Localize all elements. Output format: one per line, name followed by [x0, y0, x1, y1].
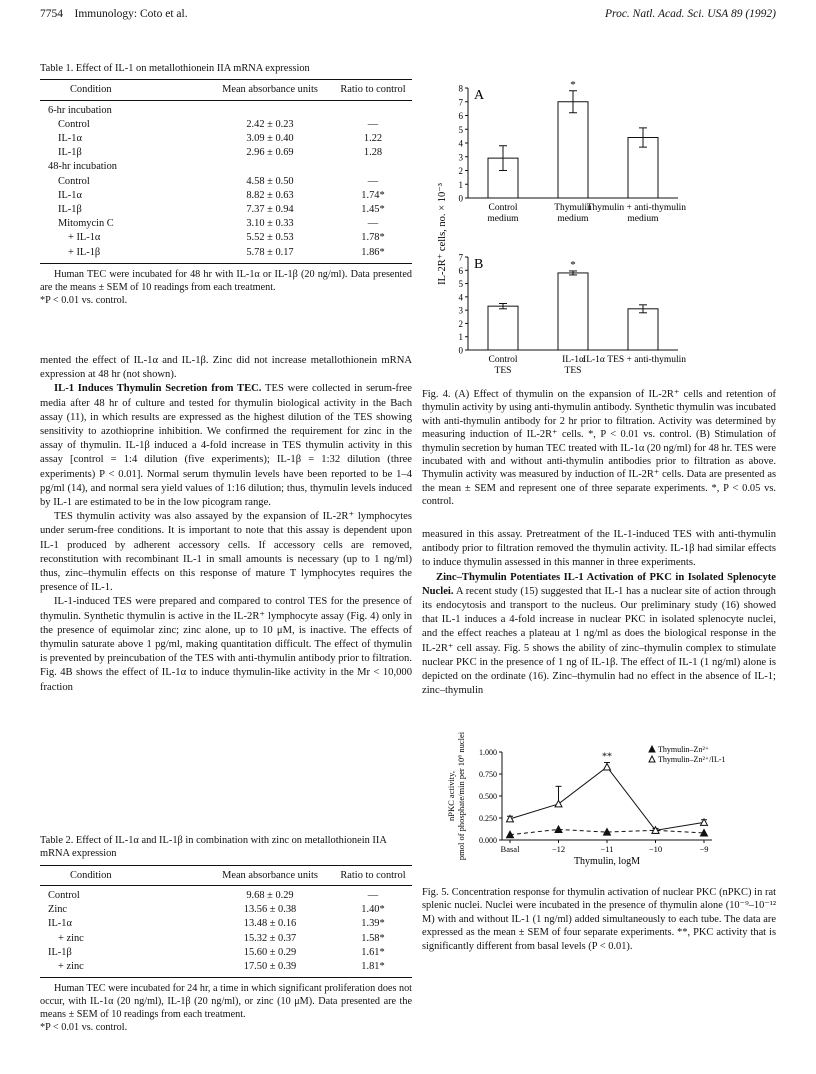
significance-marker: * — [570, 258, 576, 271]
table-row — [40, 917, 412, 931]
table-cell-mean: 3.10 ± 0.33 — [246, 218, 294, 230]
table2-body — [40, 886, 412, 978]
y-tick-label: 4 — [458, 292, 463, 303]
table-cell-mean: 3.09 ± 0.40 — [246, 133, 294, 145]
table1 — [40, 79, 412, 263]
table-cell-ratio — [334, 160, 412, 174]
journal-citation: Proc. Natl. Acad. Sci. USA 89 (1992) — [605, 8, 776, 20]
y-tick-label: 6 — [458, 111, 463, 121]
table-cell-mean: 9.68 ± 0.29 — [246, 890, 294, 902]
page-number: 7754 — [40, 8, 63, 20]
table-row — [40, 903, 412, 917]
bar — [558, 273, 588, 350]
bar — [558, 102, 588, 198]
table-cell-condition: + zinc — [58, 961, 84, 973]
table-cell-condition: 6-hr incubation — [48, 104, 112, 116]
table-row — [40, 100, 412, 118]
figure-4-caption: Fig. 4. (A) Effect of thymulin on the expansion of IL-2R⁺ cells and retention of thymulin activity by using anti-thymulin antibody. Synthetic thymulin was incubated with anti-thymulin antibody for 2 hr prior to filtration. Activity was determined by measuring induction of IL-2R⁺ cells. *, P < 0.01 vs. control. (B) Stimulation of thymulin secretion by human TEC treated with IL-1α (20 ng/ml) for 48 hr. TES were incubated with and without anti-thymulin antibodies prior to filtration as above. Thymulin activity was measured by induction of IL-2R⁺ cells. Data are presented as the mean ± SEM and represent one of three separate experiments. *, P < 0.05 vs. control. — [422, 389, 776, 508]
table-cell-ratio: — — [367, 218, 379, 230]
category-label: medium — [557, 214, 589, 224]
figure-5 — [440, 730, 776, 882]
section-heading: Zinc–Thymulin Potentiates IL-1 Activation of PKC in Isolated Splenocyte Nuclei. — [422, 571, 776, 597]
table-row — [40, 960, 412, 978]
y-axis-label-line: pmol of phosphate/min per 10⁶ nuclei — [456, 731, 466, 861]
y-tick-label: 1 — [458, 179, 463, 190]
category-label: TES — [494, 366, 512, 376]
table-cell-ratio: 1.86* — [361, 246, 385, 258]
y-tick-label: 7 — [458, 252, 463, 263]
table-cell-mean: 2.42 ± 0.23 — [246, 118, 294, 130]
table2-title: Table 2. Effect of IL-1α and IL-1β in combination with zinc on metallothionein IIA mRNA expression — [40, 835, 387, 860]
table-cell-mean — [206, 100, 334, 118]
table-cell-condition: + zinc — [58, 932, 84, 944]
table-cell-ratio — [334, 100, 412, 118]
table-cell-ratio: 1.81* — [361, 961, 385, 973]
table-cell-mean: 4.58 ± 0.50 — [246, 175, 294, 187]
table-cell-condition: Zinc — [48, 904, 68, 916]
y-tick-label: 6 — [458, 265, 463, 276]
figure-4-ylabel: IL-2R⁺ cells, no. × 10⁻³ — [437, 183, 448, 285]
y-tick-label: 5 — [458, 124, 463, 135]
legend-label: Thymulin–Zn²⁺ — [658, 745, 710, 754]
table-cell-ratio: 1.74* — [361, 189, 385, 201]
table-row — [40, 203, 412, 217]
legend-marker — [649, 756, 655, 762]
table-cell-ratio: 1.40* — [361, 904, 385, 916]
data-point — [604, 763, 611, 770]
table2-block — [40, 834, 412, 1034]
category-label: medium — [627, 214, 659, 224]
table1-footnote: Human TEC were incubated for 48 hr with IL-1α or IL-1β (20 ng/ml). Data presented are the means ± SEM of 10 readings from each treatment. — [40, 268, 412, 293]
series-line — [510, 767, 704, 830]
category-label: Control — [488, 355, 518, 365]
table-row — [40, 160, 412, 174]
bar — [628, 309, 658, 350]
y-tick-label: 0.750 — [479, 770, 497, 779]
paragraph — [422, 571, 776, 699]
left-body-text — [40, 354, 412, 695]
paragraph-text: A recent study (15) suggested that IL-1 has a nuclear site of action through its endocytosis and transport to the nucleus. Our preliminary study (16) showed that IL-1 induces a 4-fold increase in nuclear PKC in isolated splenocyte nuclei, and the effect reaches a plateau at 1 ng/ml as does the biological response in the IL-2R⁺ cell assay. Fig. 5 shows the ability of zinc–thymulin complex to stimulate nuclear PKC in the presence of 1 ng of IL-1β. The effect of IL-1 (1 ng/ml) alone is depicted on the ordinate (16). Zinc–thymulin had no effect in the absence of IL-1; zinc–thymulin — [422, 585, 776, 697]
table-cell-condition: IL-1α — [48, 918, 72, 930]
table-row — [40, 132, 412, 146]
table-cell-condition: IL-1α — [58, 189, 82, 201]
panel-label: A — [474, 88, 485, 103]
category-label: Thymulin + anti-thymulin — [586, 203, 686, 213]
section-heading: IL-1 Induces Thymulin Secretion from TEC. — [54, 383, 262, 395]
y-tick-label: 8 — [458, 83, 463, 94]
table-row — [40, 231, 412, 245]
significance-marker: ** — [602, 751, 612, 763]
paragraph — [40, 382, 412, 510]
y-tick-label: 2 — [458, 318, 463, 329]
table1-title: Table 1. Effect of IL-1 on metallothionein IIA mRNA expression — [40, 63, 310, 74]
y-tick-label: 0.250 — [479, 814, 497, 823]
table-cell-ratio: — — [367, 890, 379, 902]
paragraph: mented the effect of IL-1α and IL-1β. Zinc did not increase metallothionein mRNA expression at 48 hr (not shown). — [40, 355, 412, 381]
x-tick-label: −10 — [648, 844, 663, 854]
y-tick-label: 0 — [458, 193, 463, 204]
category-label: Thymulin — [554, 203, 592, 213]
table2-col-ratio: Ratio to control — [340, 869, 406, 881]
table-cell-ratio: 1.22 — [363, 133, 383, 145]
table-cell-ratio: 1.58* — [361, 932, 385, 944]
table-cell-condition: + IL-1β — [68, 246, 101, 258]
table-cell-ratio: — — [367, 175, 379, 187]
paragraph: TES thymulin activity was also assayed by the expansion of IL-2R⁺ lymphocytes under serum-free conditions. It is important to note that this assay is dependent upon IL-1 produced by adherent accessory cells. If accessory cells are removed, reconstitution with recombinant IL-1 in small amounts is necessary (up to 1 ng/ml) thus, zinc–thymulin effects on this response of mature T lymphocytes requires the presence of IL-1. — [40, 511, 412, 594]
figure-5-plot — [446, 731, 726, 867]
table-cell-condition: + IL-1α — [68, 232, 101, 244]
table-row — [40, 118, 412, 132]
x-tick-label: Basal — [500, 844, 520, 854]
paragraph-text: TES were collected in serum-free media after 48 hr of culture and tested for thymulin biological activity in the Bach assay (11), in which results are expressed as the highest dilution of the TES showing sensitivity to azothioprine inhibition. We confirmed the requirement for zinc in the assay of thymulin. IL-1β induced a 4-fold increase in TES thymulin activity in this assay [control = 1:4 dilution (five experiments); IL-1β = 1:32 dilution (three experiments) P < 0.01]. Normal serum thymulin levels have been reported to be 1–4 pg/ml (14), and normal sera yield values of 1:16 dilution; thus, thymulin levels induced by IL-1 are estimated to be in the low picogram range. — [40, 383, 412, 509]
table-cell-mean: 15.32 ± 0.37 — [243, 932, 297, 944]
table2 — [40, 865, 412, 978]
y-tick-label: 1.000 — [479, 748, 497, 757]
table-cell-condition: Control — [58, 175, 90, 187]
y-tick-label: 3 — [458, 152, 463, 163]
table-row — [40, 175, 412, 189]
table-cell-condition: Mitomycin C — [58, 218, 114, 230]
table-cell-ratio: — — [367, 118, 379, 130]
table1-body — [40, 100, 412, 263]
table1-col-ratio: Ratio to control — [340, 84, 406, 96]
y-tick-label: 2 — [458, 166, 463, 176]
table-cell-ratio: 1.61* — [361, 946, 385, 958]
table1-block — [40, 62, 412, 307]
table2-col-mean: Mean absorbance units — [222, 869, 318, 881]
paragraph: measured in this assay. Pretreatment of the IL-1-induced TES with anti-thymulin antibody prior to filtration removed the thymulin activity. IL-1β had similar effects to induce thymulin assessed in this manner in three experiments. — [422, 529, 776, 569]
table2-col-condition: Condition — [70, 869, 112, 881]
section-title: Immunology: Coto et al. — [74, 8, 188, 20]
category-label: medium — [487, 214, 519, 224]
category-label: Control — [488, 203, 518, 213]
table-row — [40, 246, 412, 264]
y-tick-label: 0.000 — [479, 836, 497, 845]
category-label: TES — [564, 366, 582, 376]
table-row — [40, 189, 412, 203]
y-tick-label: 7 — [458, 97, 463, 108]
y-tick-label: 0 — [458, 345, 463, 356]
table-cell-condition: Control — [58, 118, 90, 130]
table-cell-ratio: 1.45* — [361, 204, 385, 216]
figure-4a — [459, 79, 687, 224]
table-cell-condition: IL-1β — [58, 147, 82, 159]
table-cell-mean: 13.48 ± 0.16 — [243, 918, 297, 930]
figure-4 — [430, 62, 776, 380]
right-body-text — [422, 528, 776, 698]
x-tick-label: −11 — [600, 844, 614, 854]
table-cell-mean: 7.37 ± 0.94 — [246, 204, 294, 216]
table-row — [40, 217, 412, 231]
table1-col-condition: Condition — [70, 84, 112, 96]
table-cell-mean: 15.60 ± 0.29 — [243, 946, 297, 958]
table-row — [40, 886, 412, 904]
table-cell-ratio: 1.39* — [361, 918, 385, 930]
table-cell-condition: IL-1β — [58, 204, 82, 216]
legend-label: Thymulin–Zn²⁺/IL-1 — [658, 755, 726, 764]
legend-marker — [649, 746, 655, 752]
category-label: IL-1α — [562, 355, 584, 365]
table2-footnote: Human TEC were incubated for 24 hr, a time in which significant proliferation does not occur, with IL-1α (20 ng/ml), IL-1β (20 ng/ml), or zinc (10 μM). Data presented are the means ± SEM of 10 readings from each treatment. — [40, 983, 412, 1021]
y-axis-label — [446, 731, 466, 860]
x-tick-label: −9 — [699, 844, 709, 854]
paragraph: IL-1-induced TES were prepared and compared to control TES for the presence of thymulin. Synthetic thymulin is active in the IL-2R⁺ lymphocyte assay (Fig. 4) only in the presence of equimolar zinc; zinc alone, up to 10 μM, is inactive. The effects of thymulin saturate above 1 pg/ml, making quantitation difficult. The effect of thymulin is prevented by preincubation of the TES with anti-thymulin antibody prior to filtration. Fig. 4B shows the effect of IL-1α to induce thymulin-like activity in the Mr < 10,000 fraction — [40, 596, 412, 693]
figure-4b — [459, 253, 687, 377]
table-cell-condition: Control — [48, 890, 80, 902]
table-cell-mean: 8.82 ± 0.63 — [246, 189, 294, 201]
table-cell-condition: 48-hr incubation — [48, 161, 117, 173]
table-cell-mean — [206, 160, 334, 174]
table2-significance: *P < 0.01 vs. control. — [40, 1022, 128, 1034]
table-cell-ratio: 1.28 — [363, 147, 383, 159]
table-cell-mean: 5.52 ± 0.53 — [246, 232, 294, 244]
table-row — [40, 932, 412, 946]
table-cell-condition: IL-1β — [48, 946, 72, 958]
significance-marker: * — [570, 78, 576, 91]
data-point — [555, 800, 562, 807]
table-cell-mean: 5.78 ± 0.17 — [246, 246, 294, 258]
category-label: IL-1α TES + anti-thymulin — [583, 355, 686, 365]
table1-col-mean: Mean absorbance units — [222, 84, 318, 96]
y-tick-label: 3 — [458, 305, 463, 316]
table-cell-mean: 2.96 ± 0.69 — [246, 147, 294, 159]
page-header-left — [40, 8, 188, 20]
table-cell-ratio: 1.78* — [361, 232, 385, 244]
y-tick-label: 4 — [458, 138, 463, 149]
y-tick-label: 1 — [458, 332, 463, 343]
figure-5-caption: Fig. 5. Concentration response for thymulin activation of nuclear PKC (nPKC) in rat splenic nuclei. Nuclei were incubated in the presence of thymulin alone (10⁻⁹–10⁻¹² M) with and without IL-1 (1 ng/ml) added simultaneously to each tube. The data are expressed as the mean ± SEM of four separate experiments. **, PKC activity that is significantly different from basal levels (P < 0.01). — [422, 887, 776, 952]
table-cell-condition: IL-1α — [58, 133, 82, 145]
x-axis-label: Thymulin, logM — [573, 856, 641, 867]
y-axis-label-line: nPKC activity, — [446, 771, 456, 821]
panel-label: B — [474, 257, 484, 272]
table-row — [40, 146, 412, 160]
table1-significance: *P < 0.01 vs. control. — [40, 294, 128, 306]
bar — [488, 306, 518, 350]
y-tick-label: 5 — [458, 279, 463, 290]
table-row — [40, 946, 412, 960]
x-tick-label: −12 — [551, 844, 566, 854]
y-tick-label: 0.500 — [479, 792, 497, 801]
table-cell-mean: 17.50 ± 0.39 — [243, 961, 297, 973]
table-cell-mean: 13.56 ± 0.38 — [243, 904, 297, 916]
